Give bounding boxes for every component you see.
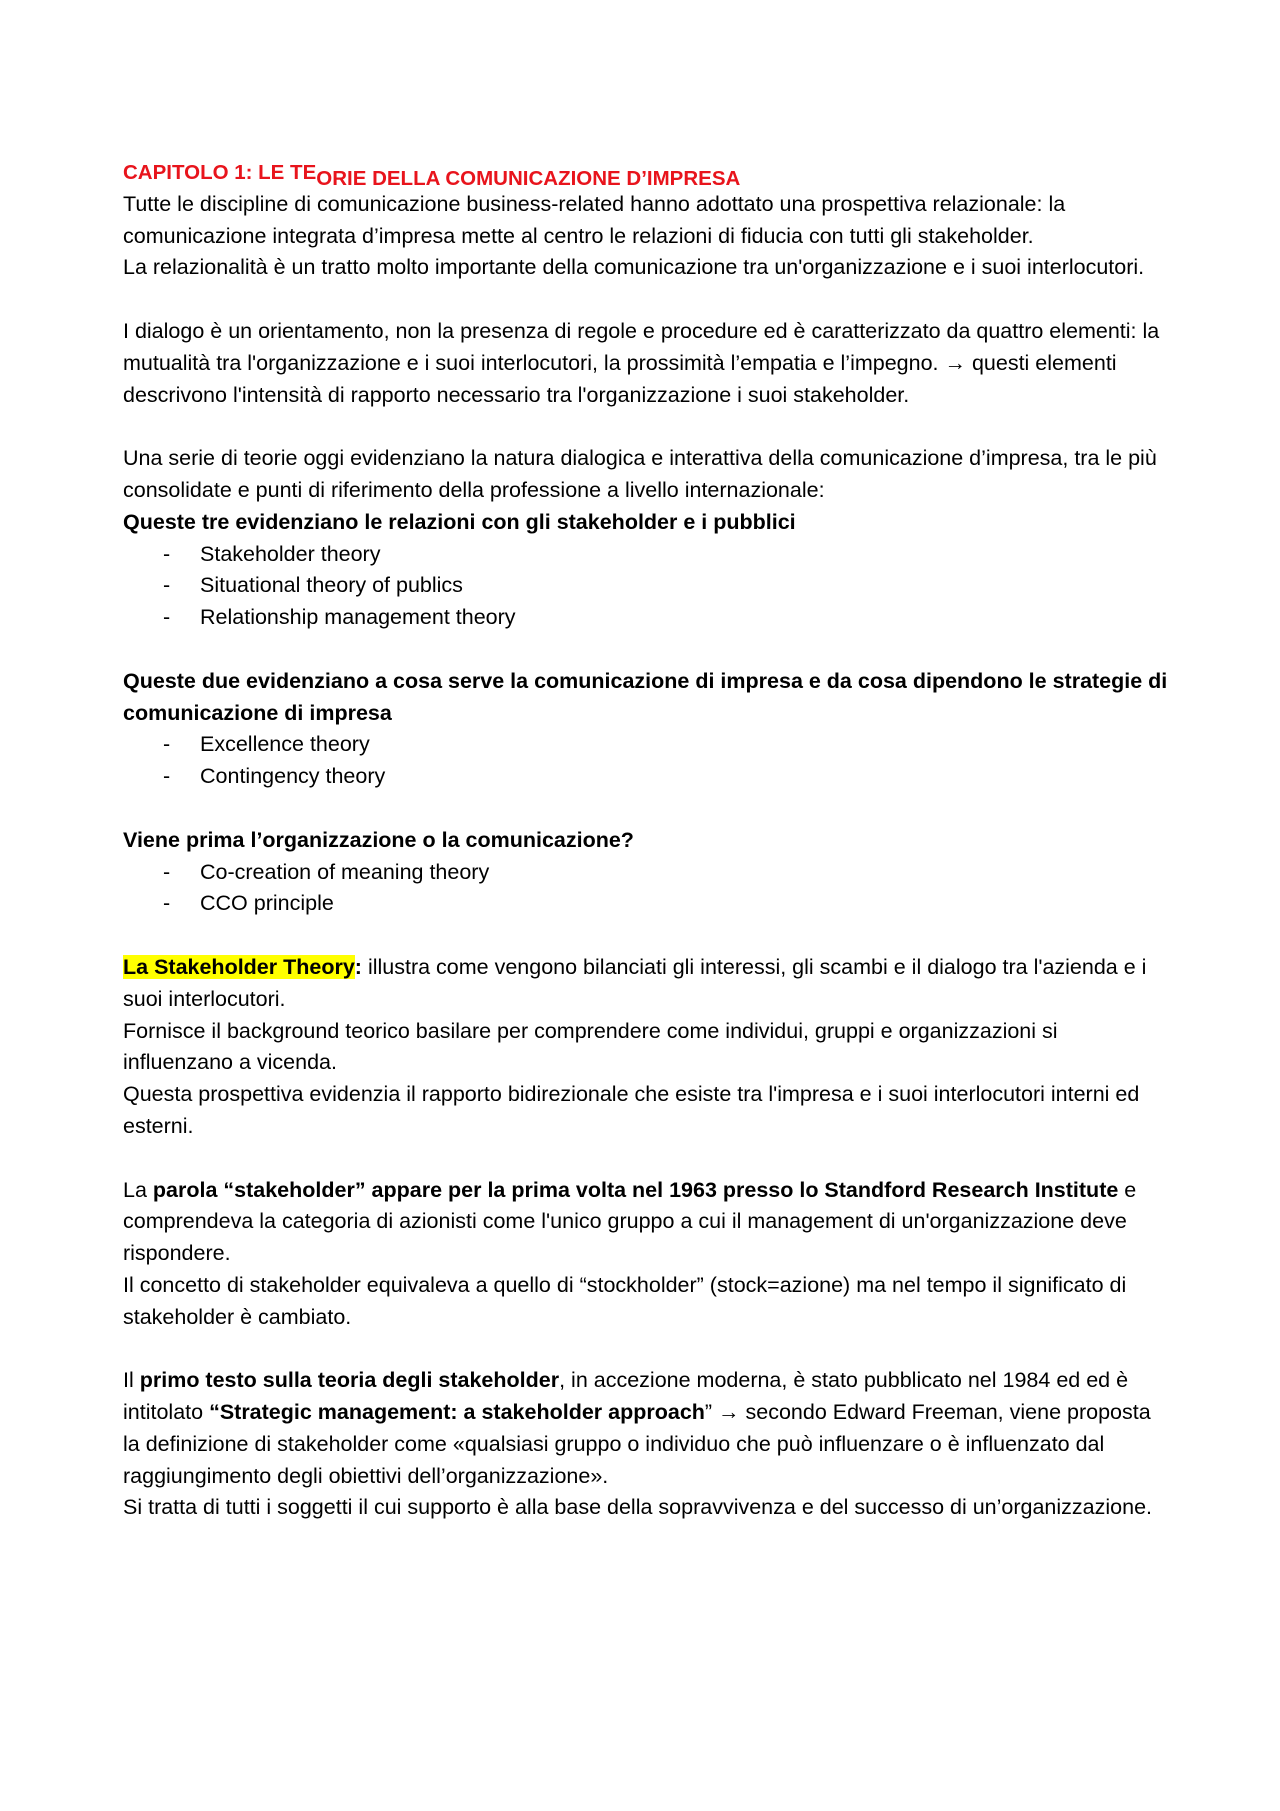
chapter-title-part2: ORIE DELLA COMUNICAZIONE D’IMPRESA [316,167,741,190]
parola-lead: La [123,1177,153,1202]
intro-paragraph-1: Tutte le discipline di comunicazione business-related hanno adottato una prospettiva relazionale: la comunicazione integrata d’impresa mette al centro le relazioni di fiducia con tutti gli stakeholder. [123,191,1066,248]
blank-line [123,920,1168,952]
group3-heading: Viene prima l’organizzazione o la comunicazione? [123,827,634,852]
primo-testo-bold-2: “Strategic management: a stakeholder approach [209,1400,705,1425]
list-item: - Relationship management theory [123,602,1168,634]
parola-paragraph-1 [123,1175,1168,1270]
stakeholder-theory-highlight: La Stakeholder Theory [123,954,355,979]
primo-testo-lead: Il [123,1368,140,1393]
parola-paragraph-2: Il concetto di stakeholder equivaleva a quello di “stockholder” (stock=azione) ma nel tempo il significato di stakeholder è cambiato. [123,1272,1127,1329]
primo-testo-paragraph-2: Si tratta di tutti i soggetti il cui supporto è alla base della sopravvivenza e del successo di un’organizzazione. [123,1495,1152,1520]
dialogo-paragraph: I dialogo è un orientamento, non la presenza di regole e procedure ed è caratterizzato da quattro elementi: la mutualità tra l'organizzazione e i suoi interlocutori, la prossimità l’empatia e l’impegno. → questi elementi descrivono l'intensità di rapporto necessario tra l'organizzazione i suoi stakeholder. [123,318,1160,407]
chapter-title [123,157,1168,189]
blank-line [123,1143,1168,1175]
parola-rest: e comprendeva la categoria di azionisti come l'unico gruppo a cui il management di un'organizzazione deve rispondere. [123,1177,1137,1266]
chapter-title-part1: CAPITOLO 1: LE TE [123,161,317,184]
blank-line [123,793,1168,825]
group2-list [123,729,1168,793]
blank-line [123,634,1168,666]
stakeholder-theory-paragraph-1 [123,952,1168,1016]
group1-list [123,539,1168,634]
list-item: - Contingency theory [123,761,1168,793]
primo-testo-paragraph-1 [123,1365,1168,1492]
blank-line [123,411,1168,443]
group1-heading: Queste tre evidenziano le relazioni con gli stakeholder e i pubblici [123,509,796,534]
list-item: - Co-creation of meaning theory [123,857,1168,889]
stakeholder-theory-paragraph-3: Questa prospettiva evidenzia il rapporto bidirezionale che esiste tra l'impresa e i suoi interlocutori interni ed esterni. [123,1082,1140,1138]
teorie-paragraph: Una serie di teorie oggi evidenziano la natura dialogica e interattiva della comunicazione d’impresa, tra le più consolidate e punti di riferimento della professione a livello internazionale: [123,446,1157,502]
group3-list [123,857,1168,921]
list-item: - CCO principle [123,888,1168,920]
primo-testo-bold-1: primo testo sulla teoria degli stakeholder [139,1368,560,1393]
document-page [123,157,1168,1524]
parola-bold: parola “stakeholder” appare per la prima volta nel 1963 presso lo Standford Research Institute [152,1177,1119,1202]
blank-line [123,1333,1168,1365]
stakeholder-theory-colon: : [354,954,362,979]
stakeholder-theory-text: illustra come vengono bilanciati gli interessi, gli scambi e il dialogo tra l'azienda e i suoi interlocutori. [123,954,1147,1011]
list-item: - Excellence theory [123,729,1168,761]
primo-testo-rest: ” → secondo Edward Freeman, viene proposta la definizione di stakeholder come «qualsiasi gruppo o individuo che può influenzare o è influenzato dal raggiungimento degli obiettivi dell’organizzazione». [123,1400,1151,1488]
list-item: - Situational theory of publics [123,570,1168,602]
intro-paragraph-2: La relazionalità è un tratto molto importante della comunicazione tra un'organizzazione e i suoi interlocutori. [123,255,1145,280]
group2-heading: Queste due evidenziano a cosa serve la comunicazione di impresa e da cosa dipendono le strategie di comunicazione di impresa [123,668,1168,725]
blank-line [123,284,1168,316]
stakeholder-theory-paragraph-2: Fornisce il background teorico basilare per comprendere come individui, gruppi e organizzazioni si influenzano a vicenda. [123,1018,1058,1075]
list-item: - Stakeholder theory [123,539,1168,571]
primo-testo-mid: , in accezione moderna, è stato pubblicato nel 1984 ed ed è intitolato [123,1368,1129,1425]
